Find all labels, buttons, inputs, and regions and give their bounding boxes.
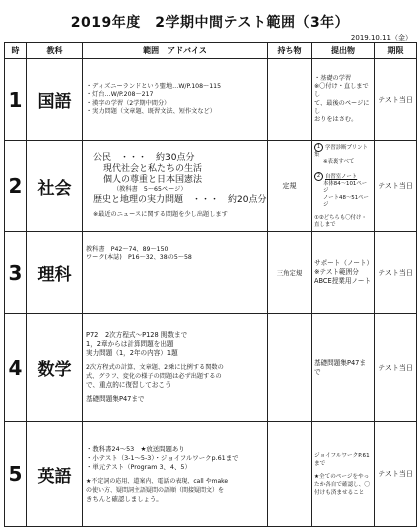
range-line: ・灯台…W/P.208～217	[86, 91, 154, 99]
due-cell: テスト当日	[375, 314, 417, 422]
range-line: ・単元テスト（Program 3、4、5）	[86, 462, 191, 471]
submission-line: 基礎問題集P47まで	[314, 359, 366, 376]
range-cell	[83, 422, 268, 527]
range-line: 式、グラフ、変化の様子の問題は必ず出題するの	[86, 373, 222, 381]
submission-line: ※テスト範囲分	[314, 268, 359, 277]
range-line: ・教科書24～53 ★放送問題あり	[86, 444, 185, 453]
due-cell: テスト当日	[375, 141, 417, 232]
table-row	[5, 141, 417, 232]
range-line: ★不定詞の応用、道案内、電話の表現、call やmake	[86, 477, 229, 485]
range-line: ・小テスト（3-1～5-3）・ジョイフルワークp.61まで	[86, 453, 239, 462]
submission-line: サポート（ノート）	[314, 259, 374, 268]
table-row	[5, 232, 417, 314]
range-line: 歴史と地理の実力問題 ・・・ 約20点分	[93, 194, 267, 205]
range-line: で、重点的に復習しておこう	[86, 381, 172, 390]
items-cell: 定規	[268, 141, 312, 232]
range-line: 2次方程式の計算、文章題、2乗に比例する関数の	[86, 364, 224, 372]
submission-line: ノート48～51ページ	[323, 195, 369, 209]
col-header-subject: 教科	[27, 43, 83, 59]
subject-cell: 数学	[27, 314, 83, 422]
range-line: ・実力問題（文章題、既習文法、短作文など）	[86, 107, 216, 115]
col-header-items: 持ち物	[268, 43, 312, 59]
range-line: 公民 ・・・ 約30点分	[93, 153, 195, 164]
range-line: 個人の尊重と日本国憲法	[103, 175, 203, 186]
range-line: ・ディズニーランドという聖地…W/P.108～115	[86, 83, 222, 91]
submission-cell	[312, 232, 375, 314]
period-cell: 2	[5, 141, 27, 232]
items-cell: 三角定規	[268, 232, 312, 314]
range-cell	[83, 141, 268, 232]
submission-line: 本体84～101ページ	[323, 180, 368, 195]
range-line: 現代社会と私たちの生活	[103, 164, 203, 175]
page-title: 2019年度 2学期中間テスト範囲（3年）	[70, 15, 350, 31]
submission-line: おりをはさむ。	[314, 115, 358, 123]
subject-cell: 英語	[27, 422, 83, 527]
range-line: の使い方、疑問詞主語疑問の語順（間接疑問文）を	[86, 486, 225, 494]
submission-line: 付けも済ませること	[314, 489, 365, 496]
table-row	[5, 314, 417, 422]
period-cell: 5	[5, 422, 27, 527]
range-line: ・漢字の学習（2学期中間分）	[86, 99, 171, 107]
submission-line: ①②どちらも〇付け・直しまで	[314, 214, 367, 228]
items-cell	[268, 422, 312, 527]
submission-cell	[312, 59, 375, 141]
submission-line: ★全てのページをやっ	[314, 473, 370, 480]
range-line: 1，2章からは計算問題を出題	[86, 340, 174, 349]
subject-cell: 国語	[27, 59, 83, 141]
range-line: ※最近のニュースに関する問題を少し出題します	[93, 210, 228, 218]
submission-line: ABCE授業用ノート	[314, 277, 372, 286]
due-cell: テスト当日	[375, 59, 417, 141]
table-row	[5, 422, 417, 527]
submission-line: ※〇付け・直しまでし	[314, 83, 369, 99]
range-line: ワーク(本誌) P16～32、38の5～58	[86, 254, 192, 262]
submission-cell	[312, 422, 375, 527]
range-line: 基礎問題集P47まで	[86, 395, 145, 404]
range-line: （教科書 5～65ページ）	[113, 186, 187, 194]
submission-line: 2 自習室ノート	[314, 172, 372, 181]
range-line: きちんと確認しましょう。	[86, 494, 163, 503]
subject-cell: 社会	[27, 141, 83, 232]
submission-line: たか各自で確認し、〇	[314, 481, 370, 488]
range-cell	[83, 232, 268, 314]
submission-line: ※表裏すべて	[323, 159, 355, 166]
items-cell	[268, 59, 312, 141]
period-cell: 1	[5, 59, 27, 141]
submission-line: ・基礎の学習	[314, 74, 352, 82]
subject-cell: 理科	[27, 232, 83, 314]
header-row	[5, 43, 417, 59]
col-header-due: 期限	[375, 43, 417, 59]
submission-line: て、最後のページにし	[314, 99, 370, 115]
range-cell	[83, 314, 268, 422]
period-cell: 3	[5, 232, 27, 314]
col-header-period: 時	[5, 43, 27, 59]
submission-cell	[312, 141, 375, 232]
range-line: 教科書 P42～74、89～150	[86, 246, 169, 254]
submission-line: ジョイフルワークP.61まで	[314, 452, 370, 467]
submission-cell	[312, 314, 375, 422]
circled-two-icon: 2	[314, 172, 323, 181]
period-cell: 4	[5, 314, 27, 422]
col-header-submission: 提出物	[312, 43, 375, 59]
range-line: 実力問題（1，2年の内容）1題	[86, 349, 178, 358]
table-row	[5, 59, 417, 141]
col-header-range: 範囲 アドバイス	[83, 43, 268, 59]
submission-line: 1 学習診断プリント集	[314, 144, 368, 159]
range-cell	[83, 59, 268, 141]
test-range-table	[4, 42, 417, 527]
items-cell	[268, 314, 312, 422]
circled-one-icon: 1	[314, 143, 323, 152]
range-line: P72 2次方程式～P128 関数まで	[86, 331, 188, 340]
due-cell: テスト当日	[375, 232, 417, 314]
due-cell: テスト当日	[375, 422, 417, 527]
date-label: 2019.10.11（金）	[350, 34, 412, 42]
